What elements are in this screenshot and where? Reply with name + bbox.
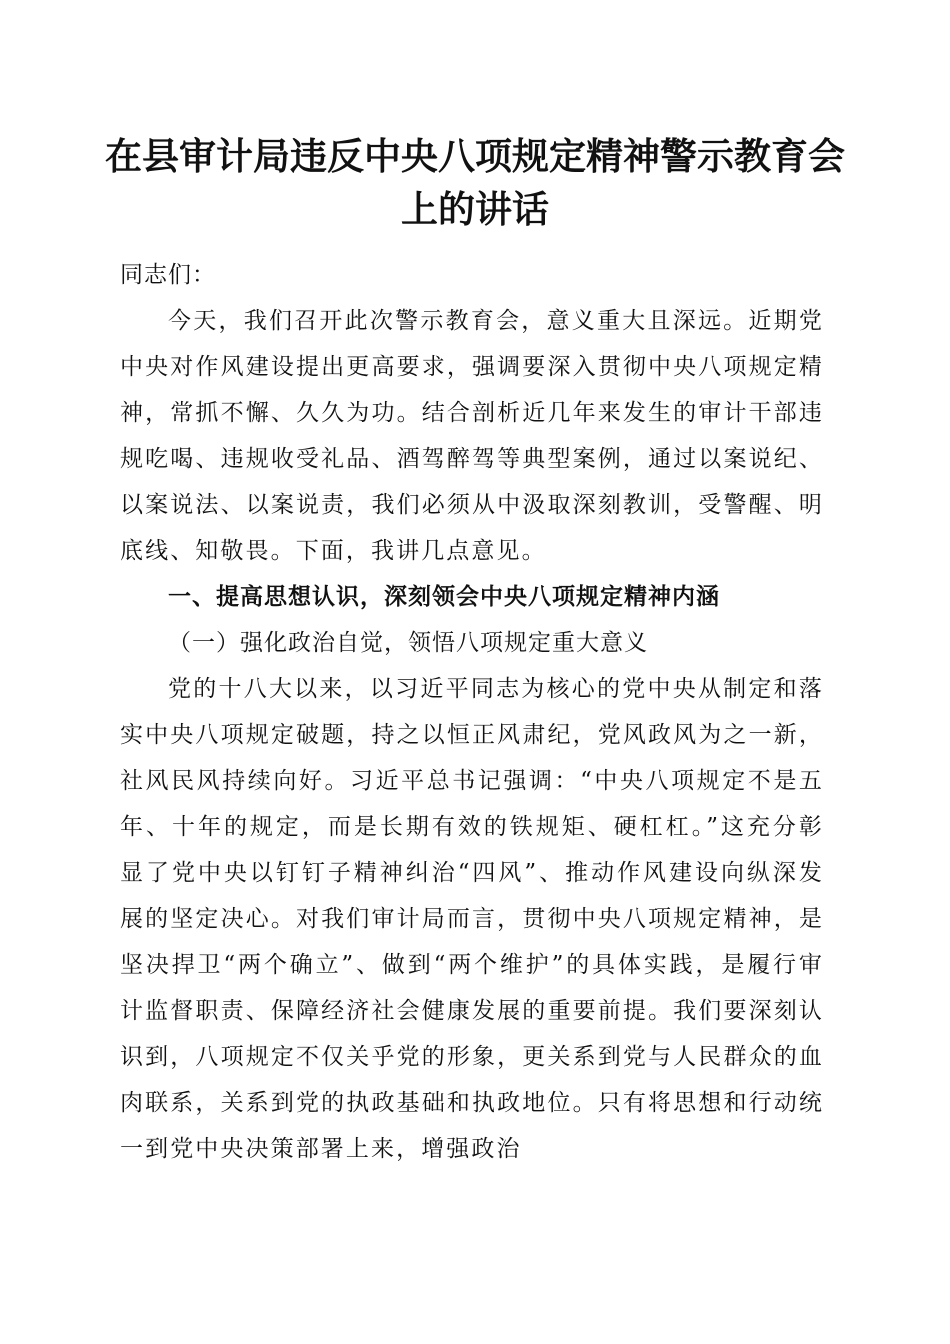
salutation: 同志们： xyxy=(120,262,216,288)
subsection-heading: （一）强化政治自觉，领悟八项规定重大意义 xyxy=(168,630,648,656)
document-body xyxy=(120,252,824,1172)
section-heading: 一、提高思想认识，深刻领会中央八项规定精神内涵 xyxy=(168,584,720,610)
body-paragraph: 党的十八大以来，以习近平同志为核心的党中央从制定和落实中央八项规定破题，持之以恒正风肃纪，党风政风为之一新，社风民风持续向好。习近平总书记强调：“中央八项规定不是五年、十年的规定，而是长期有效的铁规矩、硬杠杠。”这充分彰显了党中央以钉钉子精神纠治“四风”、推动作风建设向纵深发展的坚定决心。对我们审计局而言，贯彻中央八项规定精神，是坚决捍卫“两个确立”、做到“两个维护”的具体实践，是履行审计监督职责、保障经济社会健康发展的重要前提。我们要深刻认识到，八项规定不仅关乎党的形象，更关系到党与人民群众的血肉联系，关系到党的执政基础和执政地位。只有将思想和行动统一到党中央决策部署上来，增强政治 xyxy=(120,676,824,1162)
intro-paragraph: 今天，我们召开此次警示教育会，意义重大且深远。近期党中央对作风建设提出更高要求，强调要深入贯彻中央八项规定精神，常抓不懈、久久为功。结合剖析近几年来发生的审计干部违规吃喝、违规收受礼品、酒驾醉驾等典型案例，通过以案说纪、以案说法、以案说责，我们必须从中汲取深刻教训，受警醒、明底线、知敬畏。下面，我讲几点意见。 xyxy=(120,308,824,564)
document-title: 在县审计局违反中央八项规定精神警示教育会上的讲话 xyxy=(105,134,845,231)
